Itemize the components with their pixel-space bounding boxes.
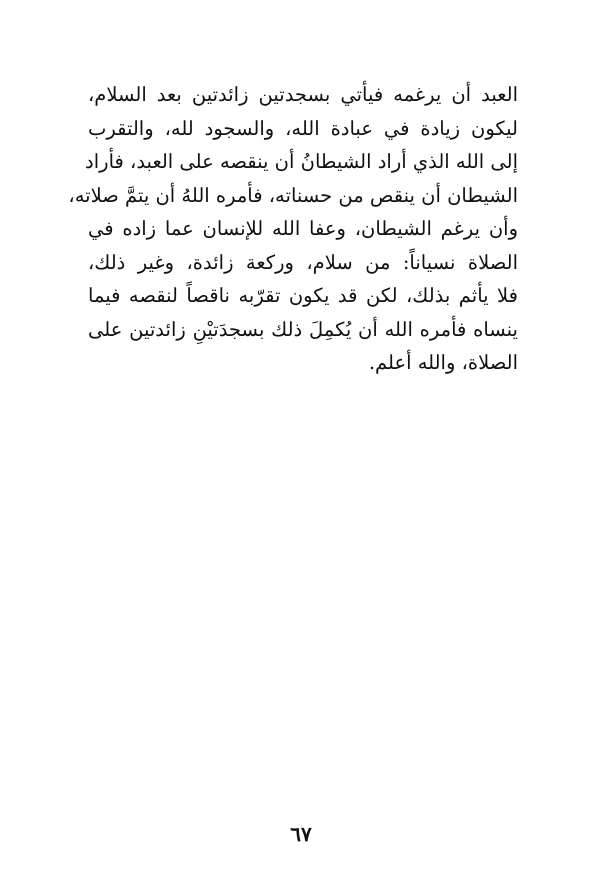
text-line-1: العبد أن يرغمه فيأتي بسجدتين زائدتين بعد السلام، xyxy=(88,83,518,106)
text-line-2: ليكون زيادة في عبادة الله، والسجود لله، والتقرب xyxy=(88,116,518,140)
text-line-3: إلى الله الذي أراد الشيطانُ أن ينقصه على العبد، فأراد xyxy=(85,150,518,173)
text-line-8: ينساه فأمره الله أن يُكمِلَ ذلك بسجدَتيْنِ زائدتين على xyxy=(88,317,518,341)
text-line-5: وأن يرغم الشيطان، وعفا الله للإنسان عما زاده في xyxy=(88,217,518,240)
text-line-4: الشيطان أن ينقص من حسناته، فأمره اللهُ أن يتمَّ صلاته، xyxy=(68,183,518,207)
text-line-9: الصلاة، والله أعلم. xyxy=(368,351,518,374)
text-line-7: فلا يأثم بذلك، لكن قد يكون تقرّبه ناقصاً لنقصه فيما xyxy=(88,284,518,307)
text-line-6: الصلاة نسياناً: من سلام، وركعة زائدة، وغير ذلك، xyxy=(88,250,518,274)
body-text xyxy=(68,78,518,380)
page-number: ٦٧ xyxy=(290,822,312,846)
